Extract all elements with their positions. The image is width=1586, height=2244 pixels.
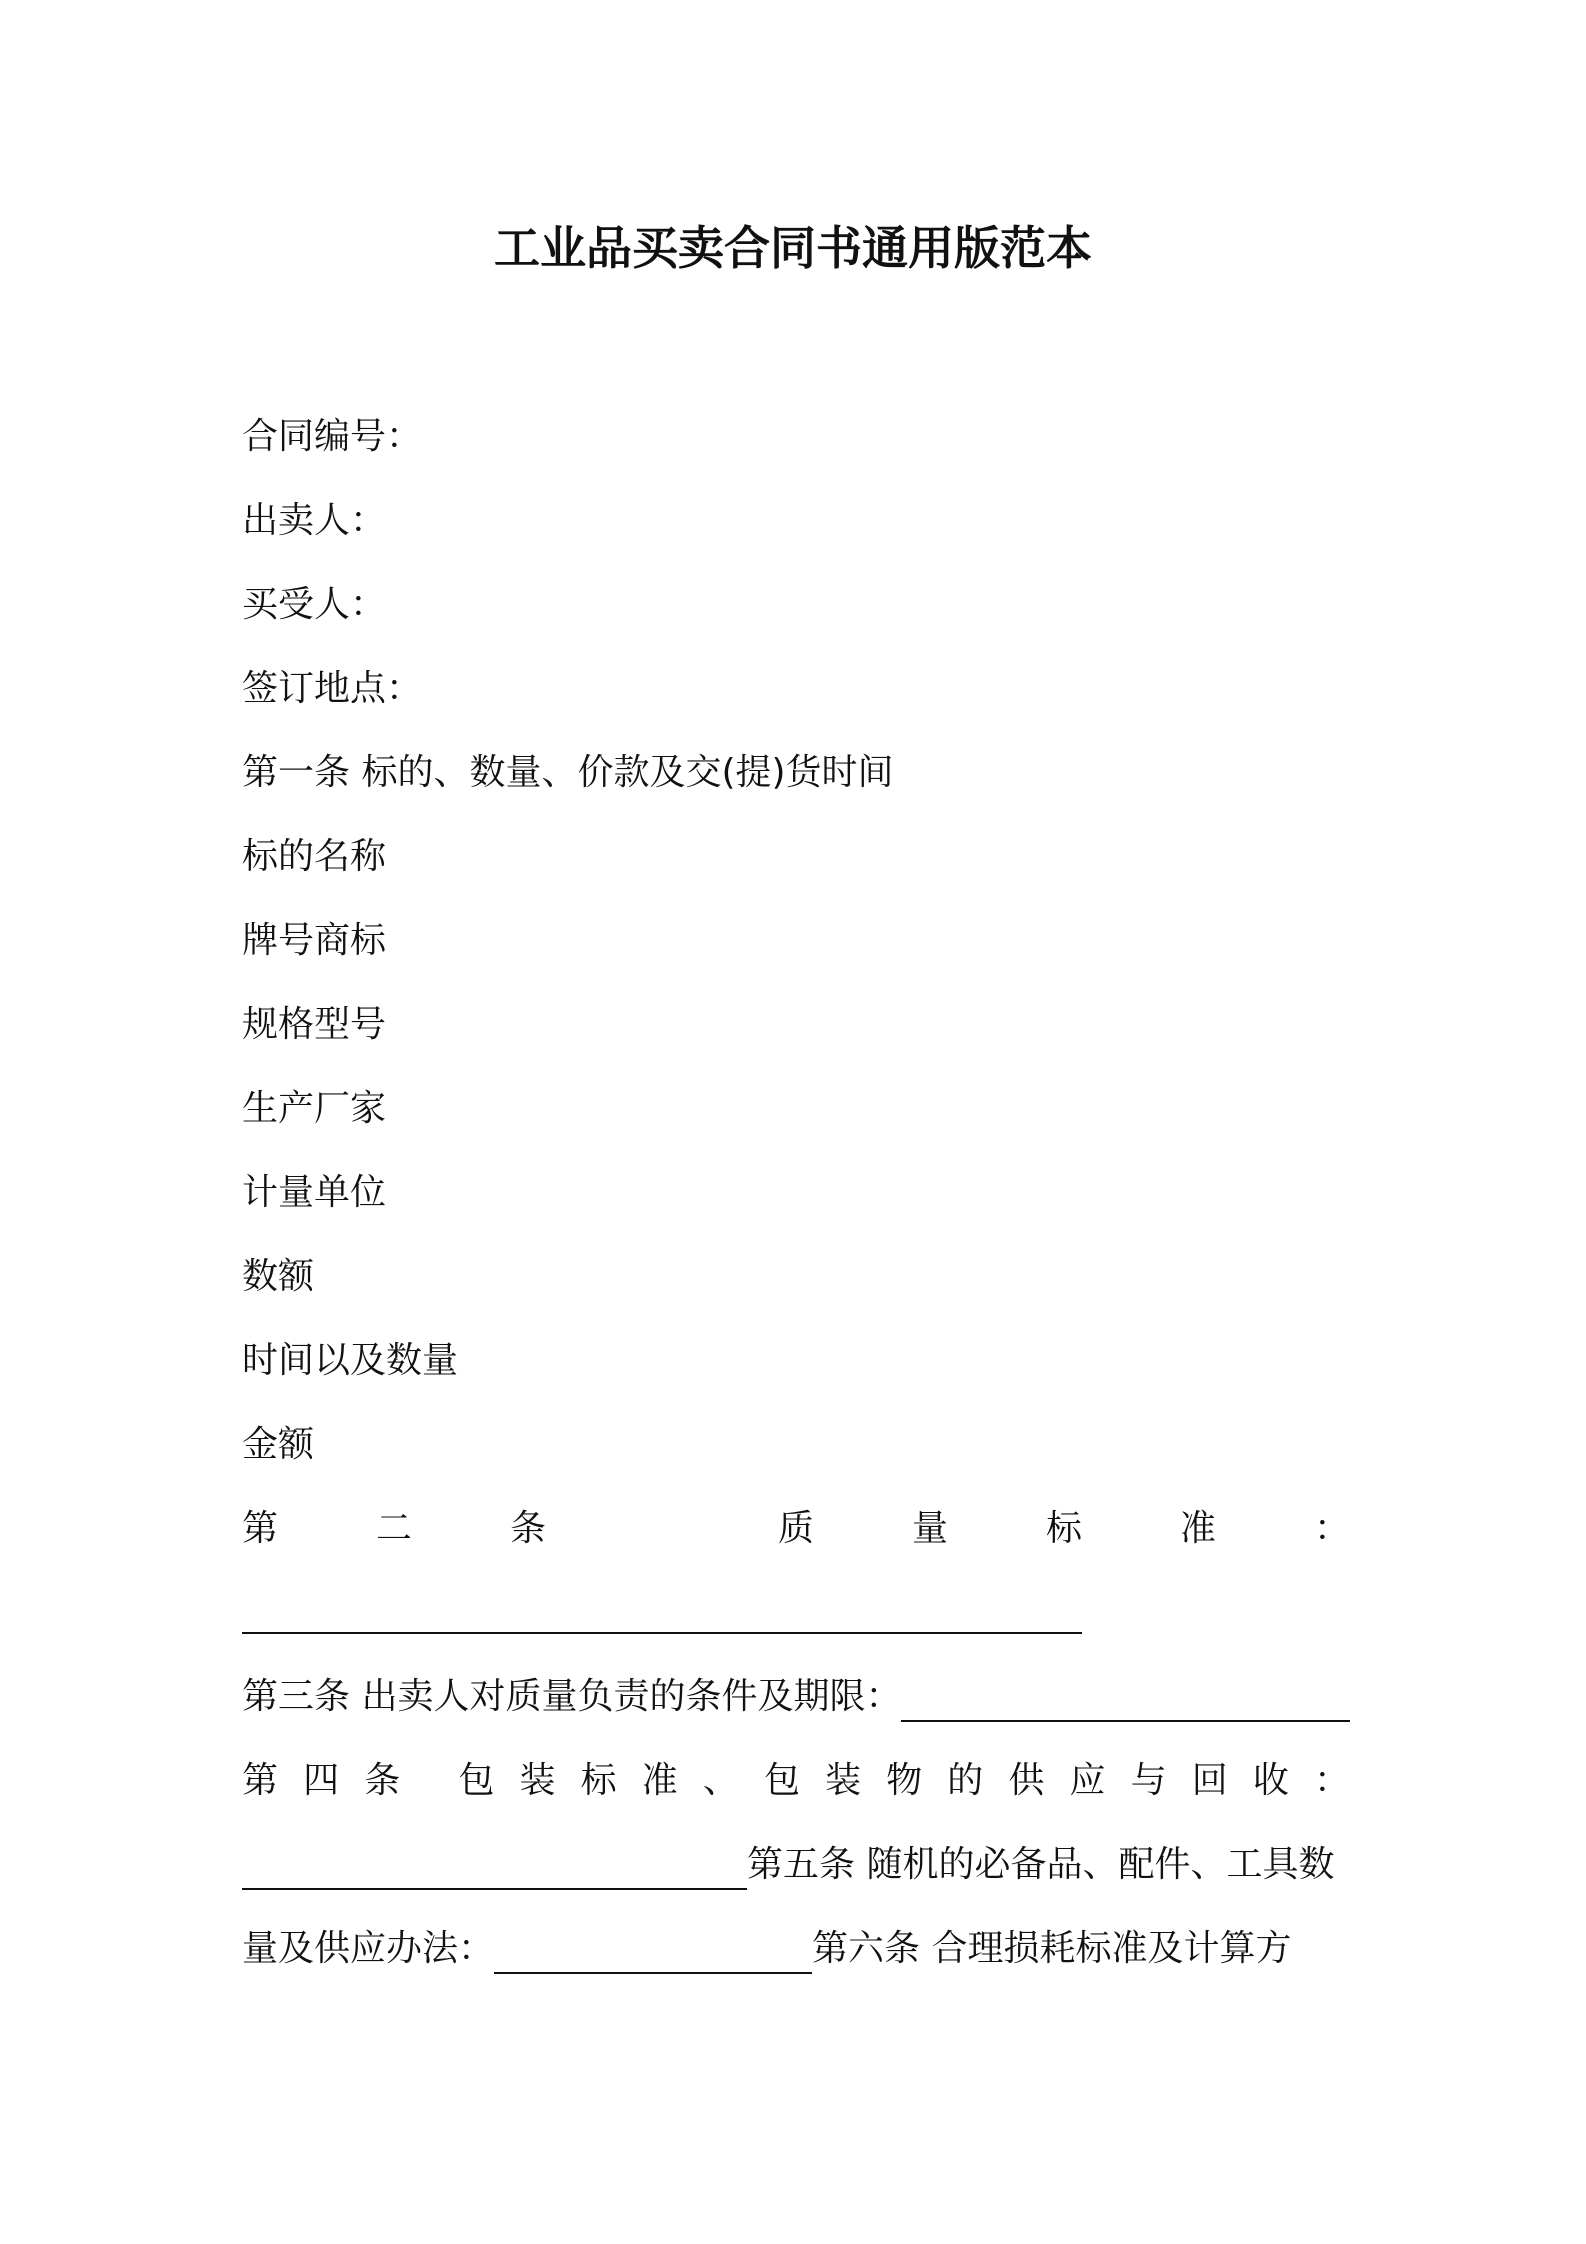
article4-char: 装 bbox=[519, 1760, 556, 1801]
article2-char: 准 bbox=[1179, 1508, 1216, 1549]
article4-char: 物 bbox=[886, 1760, 923, 1801]
document-title: 工业品买卖合同书通用版范本 bbox=[494, 221, 1092, 275]
article1-item-spec: 规格型号 bbox=[242, 1004, 387, 1045]
article4-heading bbox=[242, 1756, 1350, 1806]
article2-char: ： bbox=[1313, 1508, 1350, 1549]
article2-char bbox=[644, 1504, 680, 1554]
article1-item-brand: 牌号商标 bbox=[242, 920, 387, 961]
article4-blank-and-article5 bbox=[242, 1840, 1350, 1890]
article2-heading bbox=[242, 1504, 1350, 1554]
article2-char: 条 bbox=[510, 1508, 547, 1549]
article2-blank bbox=[242, 1632, 1082, 1634]
article4-char: 回 bbox=[1191, 1760, 1228, 1801]
article4-char: 包 bbox=[763, 1760, 800, 1801]
article4-char: ： bbox=[1313, 1760, 1350, 1801]
field-seller: 出卖人： bbox=[242, 500, 387, 541]
field-contract-number: 合同编号： bbox=[242, 416, 423, 457]
article2-char: 量 bbox=[911, 1508, 948, 1549]
article2-char: 标 bbox=[1045, 1508, 1082, 1549]
article1-item-subject-name: 标的名称 bbox=[242, 836, 387, 877]
article1-item-time-quantity: 时间以及数量 bbox=[242, 1340, 459, 1381]
article2-char: 质 bbox=[777, 1508, 814, 1549]
article4-char: 收 bbox=[1252, 1760, 1289, 1801]
article3-line bbox=[242, 1672, 1350, 1722]
article4-char: 标 bbox=[580, 1760, 617, 1801]
article4-char bbox=[425, 1756, 433, 1806]
article4-char: 第 bbox=[242, 1760, 279, 1801]
article4-char: 条 bbox=[364, 1760, 401, 1801]
article4-char: 的 bbox=[947, 1760, 984, 1801]
article3-text: 第三条 出卖人对质量负责的条件及期限： bbox=[242, 1676, 902, 1717]
article1-item-amount: 金额 bbox=[242, 1424, 315, 1465]
article5-text: 第五条 随机的必备品、配件、工具数 bbox=[747, 1844, 1335, 1885]
article1-item-unit: 计量单位 bbox=[242, 1172, 387, 1213]
article4-char: 供 bbox=[1008, 1760, 1045, 1801]
article2-char: 二 bbox=[376, 1508, 413, 1549]
article2-char: 第 bbox=[242, 1508, 279, 1549]
article5-cont-and-article6 bbox=[242, 1924, 1350, 1974]
article3-blank bbox=[901, 1684, 1350, 1722]
article4-blank bbox=[242, 1852, 747, 1890]
article4-char: 准 bbox=[641, 1760, 678, 1801]
article4-char: 包 bbox=[458, 1760, 495, 1801]
article4-char: 应 bbox=[1069, 1760, 1106, 1801]
field-signing-place: 签订地点： bbox=[242, 668, 423, 709]
article1-item-quantity: 数额 bbox=[242, 1256, 315, 1297]
article5-cont: 量及供应办法： bbox=[242, 1928, 495, 1969]
field-buyer: 买受人： bbox=[242, 584, 387, 625]
article1-heading: 第一条 标的、数量、价款及交(提)货时间 bbox=[242, 752, 894, 793]
article4-char: 与 bbox=[1130, 1760, 1167, 1801]
article1-item-manufacturer: 生产厂家 bbox=[242, 1088, 387, 1129]
article5-blank bbox=[494, 1936, 812, 1974]
article4-char: 、 bbox=[702, 1760, 739, 1801]
article6-text: 第六条 合理损耗标准及计算方 bbox=[812, 1928, 1292, 1969]
article4-char: 四 bbox=[303, 1760, 340, 1801]
article4-char: 装 bbox=[825, 1760, 862, 1801]
